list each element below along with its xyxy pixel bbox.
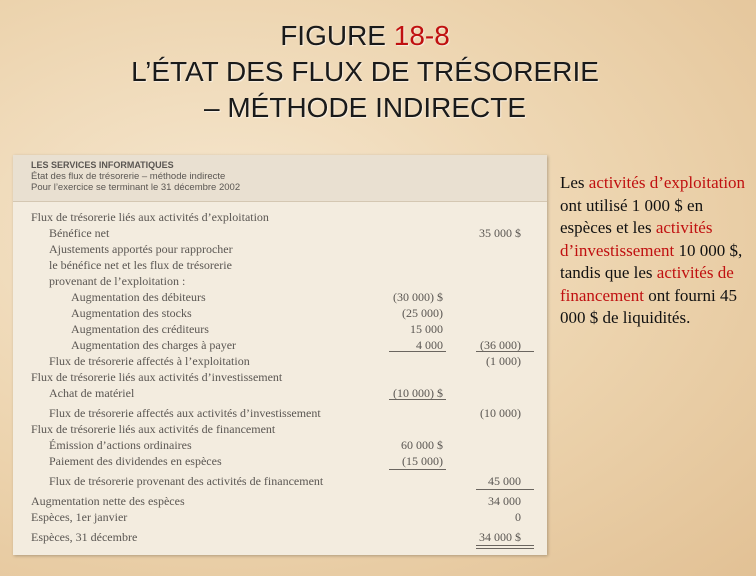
explanation-part-2: ont utilisé 1 000 $ en espèces et les — [560, 195, 704, 237]
statement-row — [13, 353, 547, 369]
statement-row — [13, 257, 547, 273]
row-label: Augmentation des créditeurs — [71, 322, 209, 336]
amount-rule — [476, 489, 534, 490]
statement-row — [13, 437, 547, 453]
explanation-text — [560, 172, 750, 330]
row-amount-total: 34 000 $ — [479, 530, 521, 544]
statement-row — [13, 273, 547, 289]
row-amount-total: 0 — [515, 510, 521, 524]
figure-title — [0, 18, 730, 126]
amount-rule — [476, 548, 534, 549]
row-amount-detail: (30 000) $ — [393, 290, 443, 304]
amount-rule — [476, 545, 534, 546]
statement-row — [13, 529, 547, 545]
statement-row — [13, 493, 547, 509]
statement-subtitle: État des flux de trésorerie – méthode indirecte — [31, 171, 226, 182]
row-label: Flux de trésorerie liés aux activités de financement — [31, 422, 276, 436]
financing-activities-term: activités de financement — [560, 263, 734, 305]
row-amount-total: (1 000) — [486, 354, 521, 368]
statement-row — [13, 509, 547, 525]
figure-label: FIGURE — [280, 20, 386, 51]
row-amount-total: (36 000) — [480, 338, 521, 352]
row-label: Émission d’actions ordinaires — [49, 438, 192, 452]
row-label: Ajustements apportés pour rapprocher — [49, 242, 233, 256]
row-label: Flux de trésorerie liés aux activités d’exploitation — [31, 210, 269, 224]
statement-row — [13, 321, 547, 337]
row-label: Augmentation des stocks — [71, 306, 192, 320]
row-label: Espèces, 31 décembre — [31, 530, 138, 544]
statement-header — [13, 155, 547, 202]
row-label: Achat de matériel — [49, 386, 135, 400]
amount-rule — [389, 469, 446, 470]
row-amount-detail: 15 000 — [410, 322, 443, 336]
amount-rule — [476, 351, 534, 352]
amount-rule — [389, 351, 446, 352]
row-label: Paiement des dividendes en espèces — [49, 454, 222, 468]
statement-row — [13, 385, 547, 401]
row-label: provenant de l’exploitation : — [49, 274, 186, 288]
operating-activities-term: activités d’exploitation — [588, 173, 746, 192]
company-name: LES SERVICES INFORMATIQUES — [31, 160, 174, 170]
row-amount-detail: (25 000) — [402, 306, 443, 320]
amount-rule — [389, 399, 446, 400]
explanation-part-1: Les — [560, 173, 589, 192]
figure-number: 18-8 — [393, 20, 450, 51]
statement-row — [13, 241, 547, 257]
cash-flow-statement — [13, 155, 547, 555]
statement-row — [13, 453, 547, 469]
row-label: Espèces, 1er janvier — [31, 510, 128, 524]
row-amount-detail: (15 000) — [402, 454, 443, 468]
statement-row — [13, 369, 547, 385]
statement-row — [13, 225, 547, 241]
row-amount-detail: 60 000 $ — [401, 438, 443, 452]
row-label: Flux de trésorerie affectés aux activités d’investissement — [49, 406, 321, 420]
statement-row — [13, 473, 547, 489]
row-amount-detail: (10 000) $ — [393, 386, 443, 400]
statement-period: Pour l’exercice se terminant le 31 décembre 2002 — [31, 182, 241, 193]
statement-row — [13, 209, 547, 225]
row-label: Flux de trésorerie provenant des activités de financement — [49, 474, 324, 488]
statement-row — [13, 421, 547, 437]
row-amount-total: 45 000 — [488, 474, 521, 488]
row-label: Augmentation des débiteurs — [71, 290, 206, 304]
row-label: Flux de trésorerie liés aux activités d’investissement — [31, 370, 283, 384]
row-label: Augmentation nette des espèces — [31, 494, 185, 508]
explanation-part-4: ont fourni 45 000 $ de liquidités. — [560, 285, 738, 327]
title-line-3: – MÉTHODE INDIRECTE — [203, 92, 527, 123]
title-line-1 — [0, 18, 730, 54]
investing-activities-term: activités d’investissement — [560, 218, 713, 260]
row-amount-total: 34 000 — [488, 494, 521, 508]
row-amount-total: 35 000 $ — [479, 226, 521, 240]
statement-row — [13, 289, 547, 305]
row-amount-total: (10 000) — [480, 406, 521, 420]
row-amount-detail: 4 000 — [416, 338, 443, 352]
title-line-2: L’ÉTAT DES FLUX DE TRÉSORERIE — [131, 56, 599, 87]
statement-row — [13, 305, 547, 321]
statement-row — [13, 405, 547, 421]
statement-row — [13, 337, 547, 353]
row-label: le bénéfice net et les flux de trésorerie — [49, 258, 232, 272]
row-label: Flux de trésorerie affectés à l’exploitation — [49, 354, 250, 368]
row-label: Augmentation des charges à payer — [71, 338, 237, 352]
explanation-part-3: 10 000 $, tandis que les — [560, 240, 743, 282]
row-label: Bénéfice net — [49, 226, 110, 240]
